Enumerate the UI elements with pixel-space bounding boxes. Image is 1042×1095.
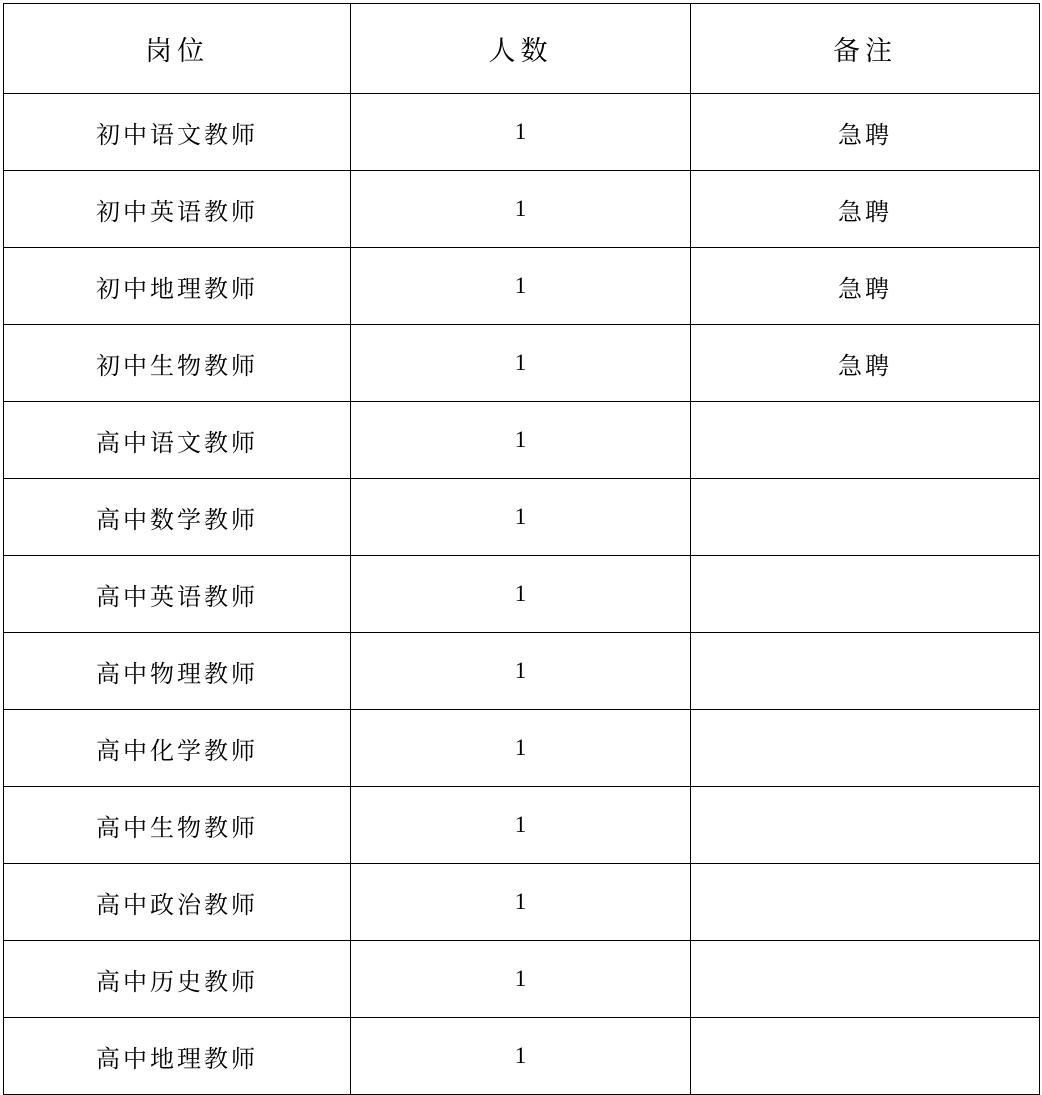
cell-position: 高中化学教师 bbox=[4, 710, 351, 787]
cell-count: 1 bbox=[351, 941, 691, 1018]
cell-note bbox=[691, 633, 1040, 710]
column-header-position: 岗位 bbox=[4, 4, 351, 94]
cell-count: 1 bbox=[351, 556, 691, 633]
cell-position: 初中英语教师 bbox=[4, 171, 351, 248]
cell-count: 1 bbox=[351, 1018, 691, 1095]
table-row bbox=[4, 402, 1040, 479]
cell-note bbox=[691, 1018, 1040, 1095]
table-header-row bbox=[4, 4, 1040, 94]
cell-position: 高中语文教师 bbox=[4, 402, 351, 479]
table-row bbox=[4, 171, 1040, 248]
cell-position: 高中生物教师 bbox=[4, 787, 351, 864]
cell-count: 1 bbox=[351, 248, 691, 325]
cell-count: 1 bbox=[351, 171, 691, 248]
cell-position: 高中英语教师 bbox=[4, 556, 351, 633]
cell-note: 急聘 bbox=[691, 248, 1040, 325]
cell-note bbox=[691, 941, 1040, 1018]
table-row bbox=[4, 248, 1040, 325]
column-header-count: 人数 bbox=[351, 4, 691, 94]
cell-note bbox=[691, 556, 1040, 633]
cell-note: 急聘 bbox=[691, 171, 1040, 248]
table-row bbox=[4, 941, 1040, 1018]
cell-position: 高中政治教师 bbox=[4, 864, 351, 941]
cell-note bbox=[691, 864, 1040, 941]
table-row bbox=[4, 479, 1040, 556]
recruitment-table bbox=[3, 3, 1040, 1095]
cell-note bbox=[691, 710, 1040, 787]
cell-count: 1 bbox=[351, 633, 691, 710]
cell-count: 1 bbox=[351, 402, 691, 479]
table-row bbox=[4, 325, 1040, 402]
table-row bbox=[4, 787, 1040, 864]
cell-position: 高中地理教师 bbox=[4, 1018, 351, 1095]
table-row bbox=[4, 556, 1040, 633]
table-body bbox=[4, 94, 1040, 1095]
cell-position: 高中历史教师 bbox=[4, 941, 351, 1018]
cell-note bbox=[691, 787, 1040, 864]
cell-position: 初中生物教师 bbox=[4, 325, 351, 402]
cell-position: 初中地理教师 bbox=[4, 248, 351, 325]
cell-note: 急聘 bbox=[691, 94, 1040, 171]
table-row bbox=[4, 1018, 1040, 1095]
column-header-note: 备注 bbox=[691, 4, 1040, 94]
table-row bbox=[4, 633, 1040, 710]
cell-count: 1 bbox=[351, 479, 691, 556]
cell-count: 1 bbox=[351, 325, 691, 402]
cell-note bbox=[691, 402, 1040, 479]
cell-count: 1 bbox=[351, 864, 691, 941]
table-row bbox=[4, 94, 1040, 171]
cell-position: 初中语文教师 bbox=[4, 94, 351, 171]
cell-count: 1 bbox=[351, 94, 691, 171]
recruitment-table-container bbox=[0, 3, 1042, 1095]
table-row bbox=[4, 710, 1040, 787]
cell-note bbox=[691, 479, 1040, 556]
cell-count: 1 bbox=[351, 710, 691, 787]
cell-count: 1 bbox=[351, 787, 691, 864]
cell-position: 高中数学教师 bbox=[4, 479, 351, 556]
table-header bbox=[4, 4, 1040, 94]
cell-note: 急聘 bbox=[691, 325, 1040, 402]
cell-position: 高中物理教师 bbox=[4, 633, 351, 710]
table-row bbox=[4, 864, 1040, 941]
